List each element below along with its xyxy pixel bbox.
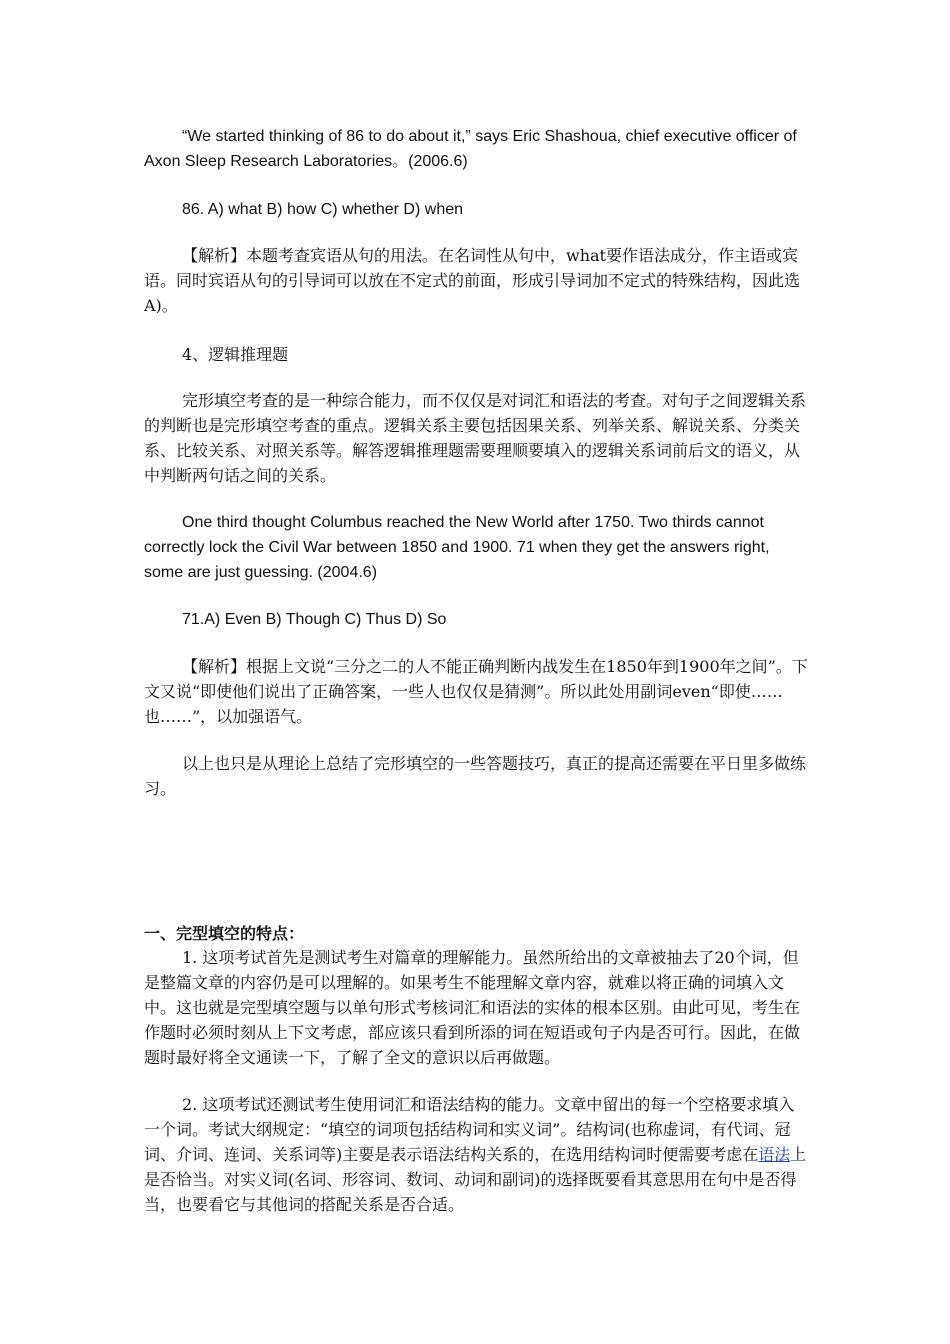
question-71-options: 71.A) Even B) Though C) Thus D) So <box>182 611 447 628</box>
analysis-71: 【解析】根据上文说“三分之二的人不能正确判断内战发生在1850年到1900年之间”。下文又说“即使他们说出了正确答案，一些人也仅仅是猜测”。所以此处用副词even“即使……也……”，以加强语气。 <box>144 657 808 726</box>
analysis-86: 【解析】本题考查宾语从句的用法。在名词性从句中，what要作语法成分，作主语或宾语。同时宾语从句的引导词可以放在不定式的前面，形成引导词加不定式的特殊结构，因此选A)。 <box>144 246 801 315</box>
question-86-options: 86. A) what B) how C) whether D) when <box>182 201 464 218</box>
feature-1: 1. 这项考试首先是测试考生对篇章的理解能力。虽然所给出的文章被抽去了20个词，但是整篇文章的内容仍是可以理解的。如果考生不能理解文章内容，就难以将正确的词填入文中。这也就是完型填空题与以单句形式考核词汇和语法的实体的根本区别。由此可见，考生在作题时必须时刻从上下文考虑，部应该只看到所添的词在短语或句子内是否可行。因此，在做题时最好将全文通读一下，了解了全文的意识以后再做题。 <box>144 948 801 1067</box>
paragraph-quote: “We started thinking of 86 to do about it,” says Eric Shashoua, chief executive officer of Axon Sleep Research Laboratories。(2006.6) <box>144 128 797 170</box>
paragraph-logic-intro: 完形填空考查的是一种综合能力，而不仅仅是对词汇和语法的考查。对句子之间逻辑关系的判断也是完形填空考查的重点。逻辑关系主要包括因果关系、列举关系、解说关系、分类关系、比较关系、对照关系等。解答逻辑推理题需要理顺要填入的逻辑关系词前后文的语义，从中判断两句话之间的关系。 <box>144 391 807 485</box>
feature-2-text-a: 2. 这项考试还测试考生使用词汇和语法结构的能力。文章中留出的每一个空格要求填入一个词。考试大纲规定：“填空的词项包括结构词和实义词”。结构词(也称虚词，有代词、冠词、介词、连词、关系词等)主要是表示语法结构关系的，在选用结构词时便需要考虑在 <box>144 1095 795 1164</box>
feature-2 <box>144 1092 810 1217</box>
feature-2-text-b: 上是否恰当。对实义词(名词、形容词、数词、动词和副词)的选择既要看其意思用在句中是否得当，也要看它与其他词的搭配关系是否合适。 <box>144 1145 807 1214</box>
section-heading-logic: 4、逻辑推理题 <box>182 345 289 364</box>
paragraph-summary: 以上也只是从理论上总结了完形填空的一些答题技巧，真正的提高还需要在平日里多做练习。 <box>144 754 807 798</box>
section-heading-features: 一、完型填空的特点： <box>144 924 305 943</box>
grammar-link[interactable]: 语法 <box>758 1145 791 1164</box>
paragraph-columbus: One third thought Columbus reached the New World after 1750. Two thirds cannot correctly lock the Civil War between 1850 and 1900. 71 when they get the answers right, some are just guessing. (2004.6) <box>144 514 770 581</box>
